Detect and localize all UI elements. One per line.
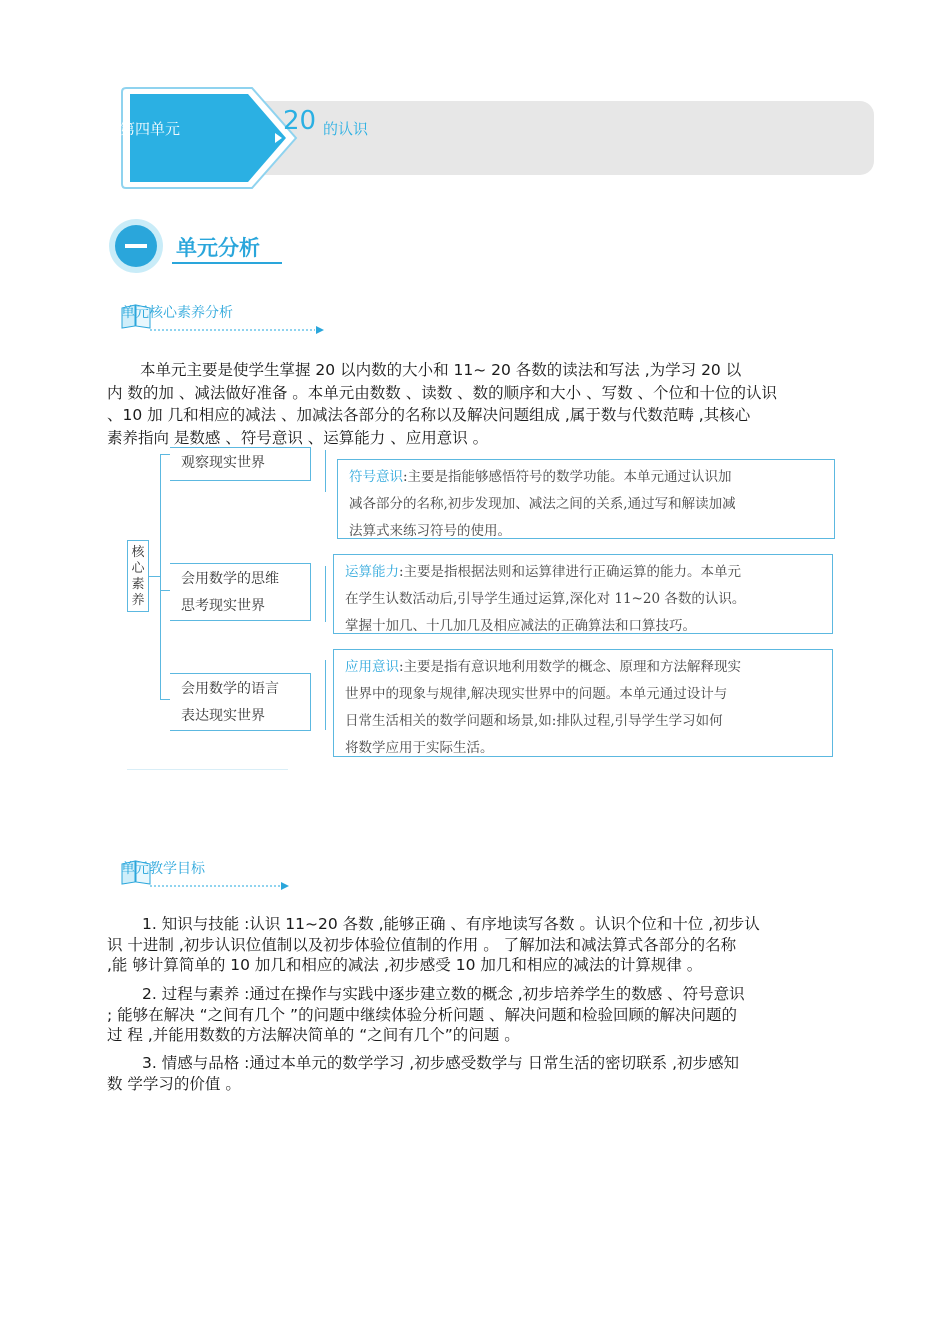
box-text: 减各部分的名称,初步发现加、减法之间的关系,通过写和解读加减 xyxy=(349,496,736,512)
connector-line xyxy=(160,454,170,455)
core-analysis-paragraph xyxy=(107,359,859,449)
divider xyxy=(127,769,288,770)
mindmap-root xyxy=(127,540,149,612)
section-number-badge xyxy=(108,218,164,274)
mindmap-branch-express xyxy=(170,673,311,731)
box-text: 在学生认数活动后,引导学生通过运算,深化对 11~20 各数的认识。 xyxy=(345,591,746,607)
unit-label: 第四单元 xyxy=(120,120,181,138)
box-keyword: 运算能力 xyxy=(345,564,399,580)
mindmap-box-application xyxy=(333,649,833,757)
box-text: :主要是指能够感悟符号的数学功能。本单元通过认识加 xyxy=(403,469,732,485)
mindmap-box-symbol-sense xyxy=(337,459,835,539)
box-keyword: 应用意识 xyxy=(345,659,399,675)
core-analysis-heading: 单元核心素养分析 xyxy=(121,305,233,321)
goal-line: 2. 过程与素养 :通过在操作与实践中逐步建立数的概念 ,初步培养学生的数感 、符号意识 xyxy=(142,985,745,1003)
branch-text: 观察现实世界 xyxy=(181,455,265,471)
paragraph-line: 、10 加 几和相应的减法 、加减法各部分的名称以及解决问题组成 ,属于数与代数范畴 ,其核心 xyxy=(107,406,751,424)
goal-line: 3. 情感与品格 :通过本单元的数学学习 ,初步感受数学与 日常生活的密切联系 ,初步感知 xyxy=(142,1054,740,1072)
paragraph-line: 本单元主要是使学生掌握 20 以内数的大小和 11~ 20 各数的读法和写法 ,为学习 20 以 xyxy=(140,361,742,379)
root-char: 素 xyxy=(131,577,145,592)
box-text: 法算式来练习符号的使用。 xyxy=(349,523,511,539)
connector-line xyxy=(325,660,326,730)
root-char: 核 xyxy=(131,545,145,560)
branch-text: 表达现实世界 xyxy=(181,708,265,724)
heading-dotted-rule xyxy=(150,326,325,336)
heading-dotted-rule xyxy=(150,882,290,892)
goals-heading: 单元教学目标 xyxy=(121,861,205,877)
connector-line xyxy=(325,450,326,492)
connector-line xyxy=(325,566,326,622)
section-title-underline xyxy=(172,262,282,264)
paragraph-line: 素养指向 是数感 、符号意识 、运算能力 、应用意识 。 xyxy=(107,428,489,447)
box-text: 世界中的现象与规律,解决现实世界中的问题。本单元通过设计与 xyxy=(345,686,728,702)
goal-item-process xyxy=(107,984,859,1046)
connector-spine xyxy=(160,454,161,700)
connector-line xyxy=(160,699,170,700)
root-char: 养 xyxy=(131,593,145,608)
box-text: 掌握十加几、十几加几及相应减法的正确算法和口算技巧。 xyxy=(345,618,696,634)
box-keyword: 符号意识 xyxy=(349,469,403,485)
mindmap-branch-think xyxy=(170,563,311,621)
mindmap-branch-observe xyxy=(170,447,311,481)
box-text: 将数学应用于实际生活。 xyxy=(345,740,494,756)
goal-item-knowledge xyxy=(107,914,859,976)
goal-line: 1. 知识与技能 :认识 11~20 各数 ,能够正确 、有序地读写各数 。认识个位和十位 ,初步认 xyxy=(142,915,760,933)
goal-item-emotion xyxy=(107,1053,859,1094)
unit-number: 20 xyxy=(283,106,317,136)
box-text: :主要是指根据法则和运算律进行正确运算的能力。本单元 xyxy=(399,564,742,580)
branch-text: 会用数学的语言 xyxy=(181,681,279,697)
branch-text: 会用数学的思维 xyxy=(181,571,279,587)
paragraph-line: 内 数的加 、减法做好准备 。本单元由数数 、读数 、数的顺序和大小 、写数 、个位和十位的认识 xyxy=(107,383,777,402)
mindmap-box-operation xyxy=(333,554,833,634)
connector-line xyxy=(160,590,170,591)
unit-title: 的认识 xyxy=(323,120,369,138)
goal-line: 识 十进制 ,初步认识位值制以及初步体验位值制的作用 。 了解加法和减法算式各部分的名称 xyxy=(107,935,737,954)
goal-line: 数 学学习的价值 。 xyxy=(107,1074,241,1093)
box-text: :主要是指有意识地利用数学的概念、原理和方法解释现实 xyxy=(399,659,742,675)
goal-line: ; 能够在解决 “之间有几个 ”的问题中继续体验分析问题 、解决问题和检验回顾的解决问题的 xyxy=(107,1005,737,1024)
root-char: 心 xyxy=(131,561,145,576)
branch-text: 思考现实世界 xyxy=(181,598,265,614)
goal-line: 过 程 ,并能用数数的方法解决简单的 “之间有几个”的问题 。 xyxy=(107,1026,520,1044)
section-title: 单元分析 xyxy=(176,236,260,260)
goal-line: ,能 够计算简单的 10 加几和相应的减法 ,初步感受 10 加几和相应的减法的计算规律 。 xyxy=(107,956,703,974)
box-text: 日常生活相关的数学问题和场景,如:排队过程,引导学生学习如何 xyxy=(345,713,723,729)
